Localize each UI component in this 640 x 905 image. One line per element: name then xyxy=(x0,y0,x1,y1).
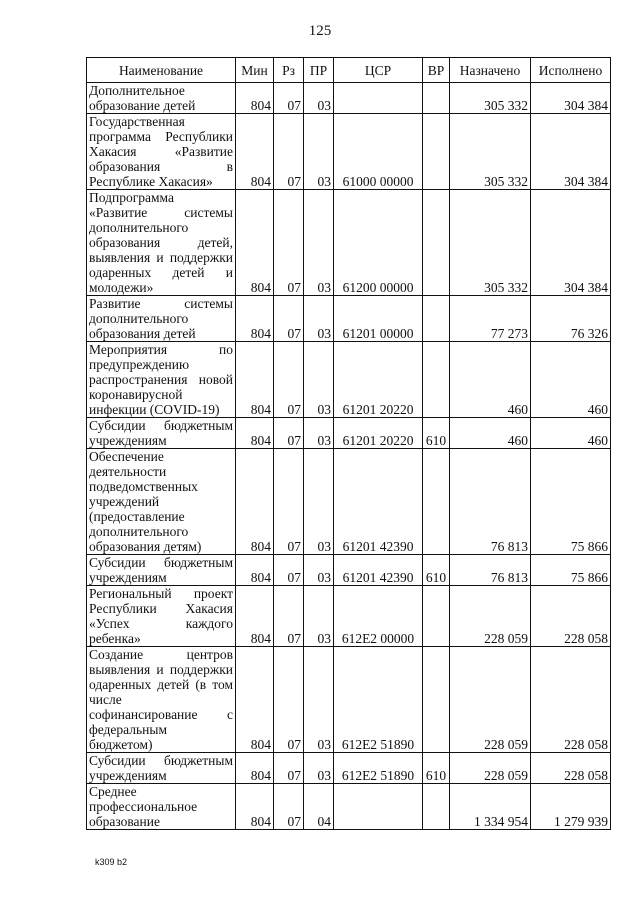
row-executed: 228 058 xyxy=(531,647,611,753)
table-row xyxy=(87,83,611,114)
row-rz: 07 xyxy=(274,83,304,114)
row-min: 804 xyxy=(236,83,274,114)
row-pr: 03 xyxy=(304,647,334,753)
table-row xyxy=(87,418,611,449)
table-row xyxy=(87,784,611,830)
row-min: 804 xyxy=(236,647,274,753)
row-rz: 07 xyxy=(274,342,304,418)
row-rz: 07 xyxy=(274,449,304,555)
row-csr xyxy=(334,83,423,114)
row-rz: 07 xyxy=(274,418,304,449)
row-pr: 03 xyxy=(304,342,334,418)
row-csr: 61201 20220 xyxy=(334,418,423,449)
row-pr: 03 xyxy=(304,449,334,555)
row-assigned: 77 273 xyxy=(450,296,531,342)
row-pr: 03 xyxy=(304,753,334,784)
row-vr xyxy=(423,647,450,753)
row-rz: 07 xyxy=(274,647,304,753)
row-executed: 228 058 xyxy=(531,586,611,647)
row-name: Мероприятия по предупреждению распространения новой коронавирусной инфекции (COVID-19) xyxy=(87,342,236,418)
row-rz: 07 xyxy=(274,586,304,647)
table-row xyxy=(87,753,611,784)
row-min: 804 xyxy=(236,190,274,296)
row-min: 804 xyxy=(236,784,274,830)
row-pr: 03 xyxy=(304,418,334,449)
row-csr: 61201 42390 xyxy=(334,555,423,586)
row-name: Подпрограмма «Развитие системы дополнительного образования детей, выявления и поддержки одаренных детей и молодежи» xyxy=(87,190,236,296)
row-csr: 61200 00000 xyxy=(334,190,423,296)
row-name: Среднее профессиональное образование xyxy=(87,784,236,830)
row-name: Создание центров выявления и поддержки одаренных детей (в том числе софинансирование с федеральным бюджетом) xyxy=(87,647,236,753)
header-assigned: Назначено xyxy=(450,58,531,83)
header-vr: ВР xyxy=(423,58,450,83)
row-executed: 228 058 xyxy=(531,753,611,784)
row-vr: 610 xyxy=(423,555,450,586)
row-min: 804 xyxy=(236,753,274,784)
row-csr: 612E2 00000 xyxy=(334,586,423,647)
row-vr: 610 xyxy=(423,418,450,449)
table-row xyxy=(87,190,611,296)
row-rz: 07 xyxy=(274,784,304,830)
row-name: Субсидии бюджетным учреждениям xyxy=(87,555,236,586)
row-vr xyxy=(423,342,450,418)
row-name: Субсидии бюджетным учреждениям xyxy=(87,418,236,449)
row-rz: 07 xyxy=(274,753,304,784)
row-min: 804 xyxy=(236,555,274,586)
row-name: Дополнительное образование детей xyxy=(87,83,236,114)
row-assigned: 1 334 954 xyxy=(450,784,531,830)
row-assigned: 76 813 xyxy=(450,449,531,555)
row-assigned: 228 059 xyxy=(450,586,531,647)
header-executed: Исполнено xyxy=(531,58,611,83)
row-name: Развитие системы дополнительного образования детей xyxy=(87,296,236,342)
row-executed: 1 279 939 xyxy=(531,784,611,830)
row-min: 804 xyxy=(236,449,274,555)
row-executed: 304 384 xyxy=(531,83,611,114)
row-rz: 07 xyxy=(274,114,304,190)
row-csr: 612E2 51890 xyxy=(334,753,423,784)
row-vr xyxy=(423,784,450,830)
row-rz: 07 xyxy=(274,296,304,342)
row-min: 804 xyxy=(236,586,274,647)
row-pr: 03 xyxy=(304,586,334,647)
row-vr xyxy=(423,83,450,114)
row-min: 804 xyxy=(236,296,274,342)
table-row xyxy=(87,647,611,753)
row-executed: 304 384 xyxy=(531,190,611,296)
row-pr: 03 xyxy=(304,190,334,296)
row-assigned: 228 059 xyxy=(450,647,531,753)
row-assigned: 305 332 xyxy=(450,114,531,190)
row-vr xyxy=(423,586,450,647)
row-assigned: 228 059 xyxy=(450,753,531,784)
header-rz: Рз xyxy=(274,58,304,83)
row-executed: 75 866 xyxy=(531,449,611,555)
table-row xyxy=(87,586,611,647)
row-executed: 76 326 xyxy=(531,296,611,342)
header-min: Мин xyxy=(236,58,274,83)
row-assigned: 460 xyxy=(450,418,531,449)
row-csr: 61201 20220 xyxy=(334,342,423,418)
header-pr: ПР xyxy=(304,58,334,83)
row-pr: 03 xyxy=(304,83,334,114)
row-assigned: 305 332 xyxy=(450,190,531,296)
row-csr xyxy=(334,784,423,830)
row-assigned: 305 332 xyxy=(450,83,531,114)
table-header-row xyxy=(87,58,611,83)
table-row xyxy=(87,296,611,342)
header-name: Наименование xyxy=(87,58,236,83)
row-rz: 07 xyxy=(274,190,304,296)
row-pr: 03 xyxy=(304,555,334,586)
row-vr xyxy=(423,190,450,296)
row-executed: 304 384 xyxy=(531,114,611,190)
budget-table xyxy=(86,57,611,830)
row-name: Региональный проект Республики Хакасия «Успех каждого ребенка» xyxy=(87,586,236,647)
row-executed: 460 xyxy=(531,342,611,418)
row-executed: 75 866 xyxy=(531,555,611,586)
row-csr: 61201 00000 xyxy=(334,296,423,342)
row-csr: 61201 42390 xyxy=(334,449,423,555)
row-vr xyxy=(423,114,450,190)
footer-code: k309 b2 xyxy=(95,857,128,867)
row-pr: 04 xyxy=(304,784,334,830)
row-executed: 460 xyxy=(531,418,611,449)
row-assigned: 460 xyxy=(450,342,531,418)
row-min: 804 xyxy=(236,342,274,418)
row-min: 804 xyxy=(236,114,274,190)
page-number: 125 xyxy=(308,23,332,39)
row-vr: 610 xyxy=(423,753,450,784)
table-row xyxy=(87,342,611,418)
header-csr: ЦСР xyxy=(334,58,423,83)
row-min: 804 xyxy=(236,418,274,449)
row-name: Государственная программа Республики Хакасия «Развитие образования в Республике Хакасия» xyxy=(87,114,236,190)
table-row xyxy=(87,555,611,586)
row-vr xyxy=(423,296,450,342)
row-pr: 03 xyxy=(304,114,334,190)
row-csr: 612E2 51890 xyxy=(334,647,423,753)
row-name: Субсидии бюджетным учреждениям xyxy=(87,753,236,784)
table-row xyxy=(87,114,611,190)
row-csr: 61000 00000 xyxy=(334,114,423,190)
row-pr: 03 xyxy=(304,296,334,342)
row-assigned: 76 813 xyxy=(450,555,531,586)
row-name: Обеспечение деятельности подведомственных учреждений (предоставление дополнительного образования детям) xyxy=(87,449,236,555)
row-rz: 07 xyxy=(274,555,304,586)
row-vr xyxy=(423,449,450,555)
table-row xyxy=(87,449,611,555)
